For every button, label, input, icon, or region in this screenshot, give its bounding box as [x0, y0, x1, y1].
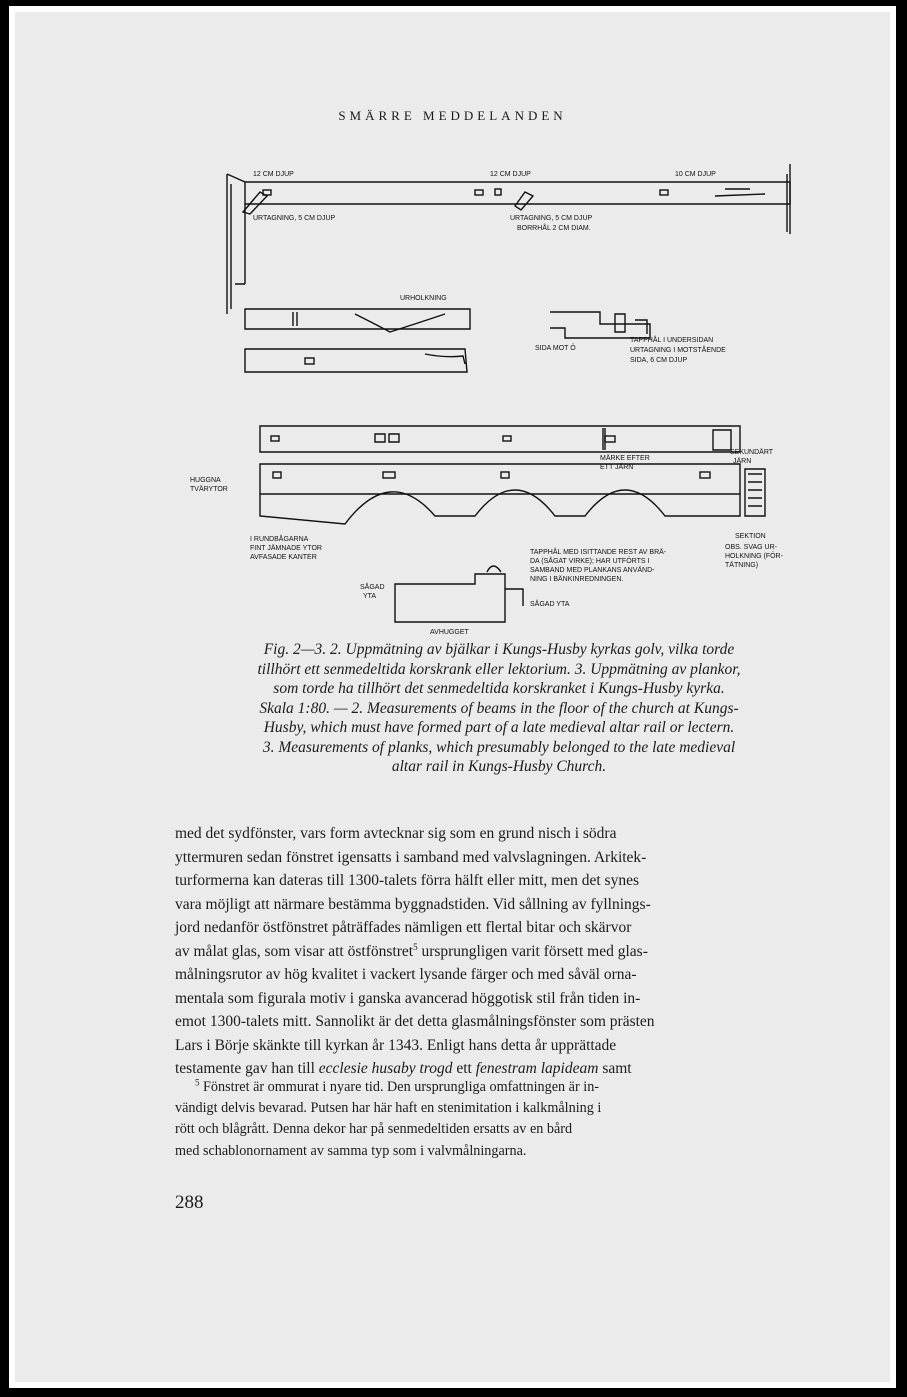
caption-line: som torde ha tillhört det senmedeltida korskranket i Kungs-Husby kyrka. — [273, 680, 725, 697]
beam-plank-drawings — [190, 144, 805, 664]
body-paragraph — [175, 822, 825, 1081]
measurement-figure — [190, 144, 805, 664]
plank-detail-drawing — [395, 574, 505, 622]
plank-arches-drawing — [260, 464, 740, 494]
fig-label: URTAGNING I MOTSTÅENDE — [630, 347, 726, 354]
latin-quote: fenestram lapideam — [475, 1060, 599, 1077]
fig-label: SÅGAD YTA — [530, 601, 570, 608]
fig-label: URHOLKNING — [400, 295, 447, 302]
footnote-line: rött och blågrått. Denna dekor har på senmedeltiden ersatts av en bård — [175, 1121, 573, 1138]
page-number: 288 — [175, 1192, 204, 1213]
caption-line: 3. Measurements of planks, which presumably belonged to the late medieval — [262, 738, 736, 756]
fig-label: TÄTNING) — [725, 562, 759, 569]
footnote — [175, 1077, 825, 1162]
fig-label: TAPPHÅL MED ISITTANDE REST AV BRÄ- — [530, 549, 667, 556]
figure-caption — [175, 640, 823, 777]
body-line: målningsrutor av hög kvalitet i vackert lysande färger och med såväl orna- — [175, 966, 637, 983]
fig-label: JÄRN — [733, 458, 752, 465]
fig-label: HUGGNA — [190, 477, 221, 484]
footnote-ref: 5 — [413, 941, 418, 952]
fig-label: ETT JÄRN — [600, 464, 634, 471]
caption-line: Skala 1:80. — 2. Measurements of beams in the floor of the church at Kungs- — [259, 699, 739, 717]
beam-side-view — [550, 312, 650, 338]
beam-top-drawing — [245, 182, 790, 204]
footnote-mark: 5 — [195, 1077, 200, 1088]
fig-label: DA (SÅGAT VIRKE); HAR UTFÖRTS I — [530, 558, 650, 565]
beam-middle-drawing — [245, 309, 470, 329]
body-text: ett — [452, 1060, 476, 1077]
fig-label: URTAGNING, 5 CM DJUP — [253, 215, 336, 222]
fig-label: TVÄRYTOR — [190, 486, 228, 493]
caption-line: altar rail in Kungs-Husby Church. — [391, 758, 607, 775]
fig-label: SAMBAND MED PLANKANS ANVÄND- — [530, 567, 655, 574]
beam-lower-drawing — [245, 349, 467, 372]
fig-label: NING I BÄNKINREDNINGEN. — [530, 576, 624, 583]
body-line — [175, 940, 825, 964]
body-text: testamente gav han till — [175, 1060, 319, 1077]
caption-line: tillhört ett senmedeltida korskrank eller lektorium. 3. Uppmätning av plankor, — [257, 660, 741, 678]
fig-label: SEKTION — [735, 533, 766, 540]
fig-label: TAPPHÅL I UNDERSIDAN — [630, 337, 714, 344]
latin-quote: ecclesie husaby trogd — [318, 1060, 453, 1077]
footnote-text: Fönstret är ommurat i nyare tid. Den ursprungliga omfattningen är in- — [199, 1079, 600, 1095]
body-text: av målat glas, som visar att östfönstret — [175, 942, 414, 960]
body-line: Lars i Börje skänkte till kyrkan år 1343. Enligt hans detta år upprättade — [175, 1036, 617, 1054]
fig-label: I RUNDBÅGARNA — [250, 536, 309, 543]
fig-label: YTA — [363, 593, 377, 600]
caption-line: Husby, which must have formed part of a late medieval altar rail or lectern. — [263, 719, 735, 736]
fig-label: SIDA, 6 CM DJUP — [630, 357, 688, 364]
beam-end-hatching — [227, 174, 245, 314]
beam-right-end — [787, 164, 790, 234]
fig-label: URTAGNING, 5 CM DJUP — [510, 215, 593, 222]
footnote-line — [175, 1077, 825, 1098]
fig-label: AVHUGGET — [430, 629, 469, 636]
fig-label: AVFASADE KANTER — [250, 554, 317, 561]
body-line: jord nedanför östfönstret påträffades nämligen ett flertal bitar och skärvor — [175, 919, 632, 936]
body-line: vara möjligt att närmare bestämma byggnadstiden. Vid sållning av fyllnings- — [175, 895, 651, 913]
fig-label: SÅGAD — [360, 584, 385, 591]
body-line: med det sydfönster, vars form avtecknar sig som en grund nisch i södra — [175, 825, 617, 842]
footnote-line: med schablonornament av samma typ som i valvmålningarna. — [175, 1142, 527, 1159]
caption-line: Fig. 2—3. 2. Uppmätning av bjälkar i Kungs-Husby kyrkas golv, vilka torde — [263, 641, 735, 658]
fig-label: SEKUNDÄRT — [730, 449, 774, 456]
document-page — [9, 6, 896, 1388]
body-line: yttermuren sedan fönstret igensatts i samband med valvslagningen. Arkitek- — [175, 848, 647, 866]
body-text: ursprungligen varit försett med glas- — [417, 942, 648, 960]
body-line: emot 1300-talets mitt. Sannolikt är det detta glasmålningsfönster som prästen — [175, 1013, 655, 1030]
footnote-line: vändigt delvis bevarad. Putsen har här haft en stenimitation i kalkmålning i — [175, 1100, 602, 1117]
body-line: turformerna kan dateras till 1300-talets förra hälft eller mitt, men det synes — [175, 872, 639, 889]
fig-label: 12 CM DJUP — [253, 171, 294, 178]
fig-label: SIDA MOT Ö — [535, 345, 576, 352]
body-line: mentala som figurala motiv i ganska avancerad höggotisk stil från tiden in- — [175, 989, 641, 1007]
fig-label: BORRHÅL 2 CM DIAM. — [517, 225, 591, 232]
running-head: SMÄRRE MEDDELANDEN — [338, 108, 567, 123]
fig-label: HOLKNING (FÖR- — [725, 553, 783, 560]
fig-label: FINT JÄMNADE YTOR — [250, 545, 322, 552]
plank-top-drawing — [260, 426, 740, 452]
fig-label: MÄRKE EFTER — [600, 455, 650, 462]
body-text: samt — [598, 1060, 632, 1077]
fig-label: OBS. SVAG UR- — [725, 544, 777, 551]
fig-label: 10 CM DJUP — [675, 171, 716, 178]
fig-label: 12 CM DJUP — [490, 171, 531, 178]
